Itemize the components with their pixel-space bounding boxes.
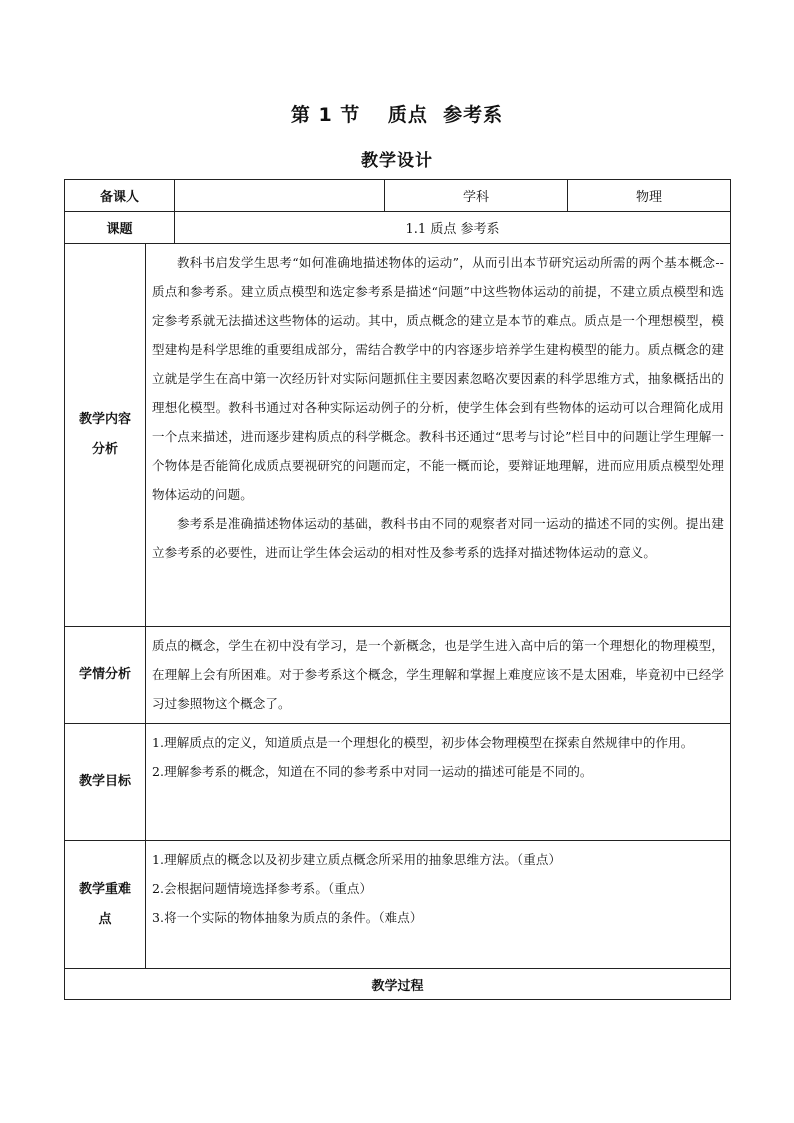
page-title: 第 1 节 质点 参考系	[290, 104, 504, 126]
subject-label: 学科	[385, 180, 568, 212]
key-points-label-line1: 教学重难	[78, 881, 131, 897]
key-point-item: 2.会根据问题情境选择参考系。（重点）	[152, 881, 373, 896]
objectives-list	[146, 724, 731, 841]
page-subtitle: 教学设计	[361, 151, 433, 171]
subject-value: 物理	[568, 180, 731, 212]
preparer-value	[175, 180, 385, 212]
key-point-item: 3.将一个实际的物体抽象为质点的条件。（难点）	[152, 910, 423, 925]
content-analysis-label-line2: 分析	[91, 442, 118, 457]
key-points-label-line2: 点	[98, 911, 112, 927]
info-row	[65, 180, 731, 212]
content-analysis-label	[65, 244, 146, 627]
key-points-row	[65, 841, 731, 969]
learner-analysis-row	[65, 627, 731, 724]
content-analysis-row	[65, 244, 731, 627]
preparer-label: 备课人	[65, 180, 175, 212]
content-analysis-text	[146, 244, 731, 627]
topic-label: 课题	[65, 212, 175, 244]
content-analysis-label-line1: 教学内容	[78, 412, 131, 427]
objective-item: 1.理解质点的定义，知道质点是一个理想化的模型，初步体会物理模型在探索自然规律中的作用。	[152, 735, 694, 750]
topic-value: 1.1 质点 参考系	[175, 212, 731, 244]
topic-row	[65, 212, 731, 244]
learner-analysis-text	[146, 627, 731, 724]
objectives-row	[65, 724, 731, 841]
key-points-label	[65, 841, 146, 969]
process-label: 教学过程	[65, 969, 731, 1000]
objective-item: 2.理解参考系的概念，知道在不同的参考系中对同一运动的描述可能是不同的。	[152, 764, 593, 779]
key-point-item: 1.理解质点的概念以及初步建立质点概念所采用的抽象思维方法。（重点）	[152, 852, 562, 867]
content-analysis-paragraph: 参考系是准确描述物体运动的基础，教科书由不同的观察者对同一运动的描述不同的实例。提出建立参考系的必要性，进而让学生体会运动的相对性及参考系的选择对描述物体运动的意义。	[152, 516, 725, 560]
learner-analysis-label: 学情分析	[65, 627, 146, 724]
learner-analysis-paragraph: 质点的概念，学生在初中没有学习，是一个新概念，也是学生进入高中后的第一个理想化的物理模型，在理解上会有所困难。对于参考系这个概念，学生理解和掌握上难度应该不是太困难，毕竟初中已经学习过参照物这个概念了。	[152, 638, 725, 711]
lesson-plan-table	[64, 179, 731, 1000]
objectives-label: 教学目标	[65, 724, 146, 841]
process-row	[65, 969, 731, 1000]
key-points-list	[146, 841, 731, 969]
content-analysis-paragraph: 教科书启发学生思考“如何准确地描述物体的运动”，从而引出本节研究运动所需的两个基本概念--质点和参考系。建立质点模型和选定参考系是描述“问题”中这些物体运动的前提，不建立质点模型和选定参考系就无法描述这些物体的运动。其中，质点概念的建立是本节的难点。质点是一个理想模型，模型建构是科学思维的重要组成部分，需结合教学中的内容逐步培养学生建构模型的能力。质点概念的建立就是学生在高中第一次经历针对实际问题抓住主要因素忽略次要因素的科学思维方式，抽象概括出的理想化模型。教科书通过对各种实际运动例子的分析，使学生体会到有些物体的运动可以合理简化成用一个点来描述，进而逐步建构质点的科学概念。教科书还通过“思考与讨论”栏目中的问题让学生理解一个物体是否能简化成质点要视研究的问题而定，不能一概而论，要辩证地理解，进而应用质点模型处理物体运动的问题。	[152, 255, 725, 502]
